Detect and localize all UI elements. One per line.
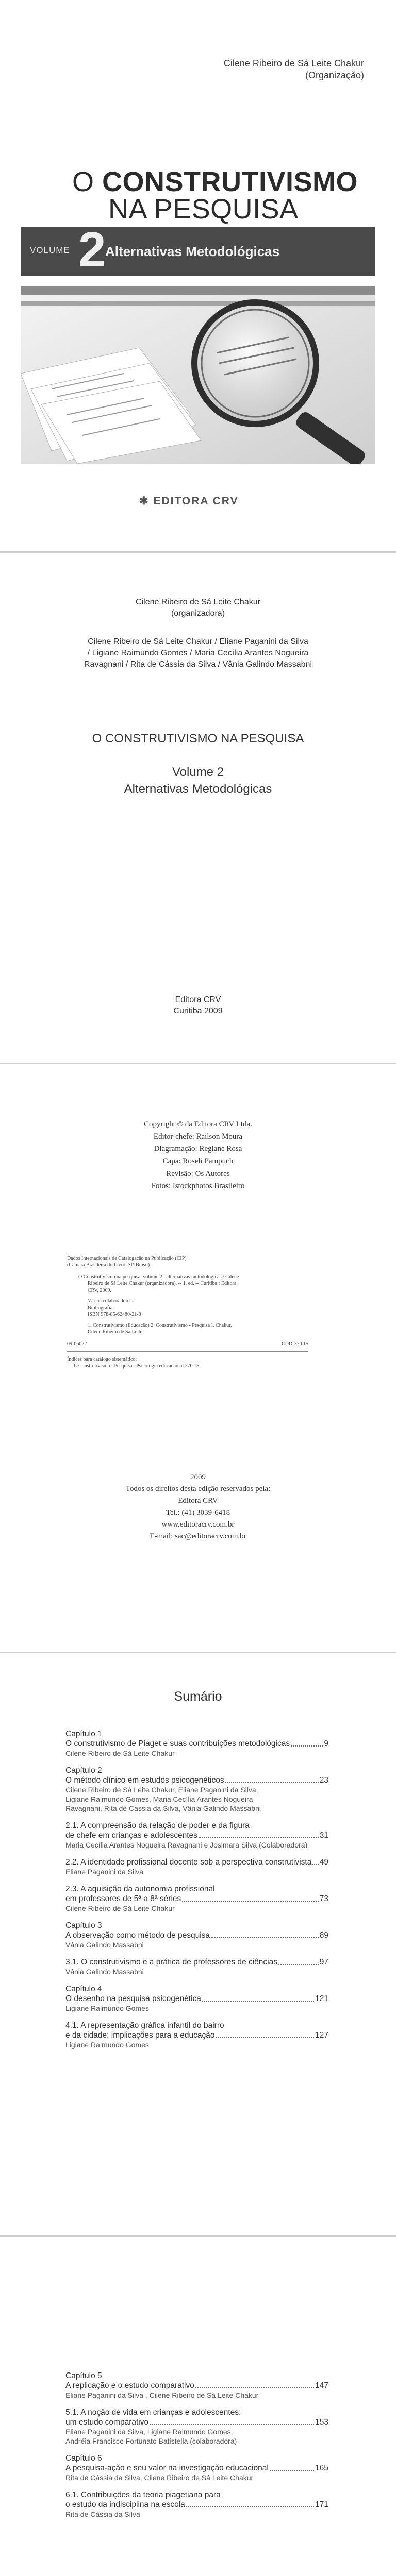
contents-list-continued xyxy=(65,2371,328,2527)
toc-page-number: 23 xyxy=(319,1776,328,1785)
cip-header-line: Dados Internacionais de Catalogação na Publicação (CIP) xyxy=(67,1256,187,1261)
publisher-phone: Tel.: (41) 3039-6418 xyxy=(166,1509,230,1517)
toc-entry-line xyxy=(65,2030,328,2040)
toc-entry-title: O método clínico em estudos psicogenéticos xyxy=(65,1776,224,1785)
tp-organizer-role: (organizadora) xyxy=(171,609,225,618)
toc-entry-title: um estudo comparativo xyxy=(65,2418,149,2427)
toc-entry-title: A pesquisa-ação e seu valor na investigação educacional xyxy=(65,2464,269,2472)
toc-page-number: 165 xyxy=(315,2464,328,2472)
tp-authors-line: Cilene Ribeiro de Sá Leite Chakur / Eliane Paganini da Silva xyxy=(88,637,308,646)
toc-entry[interactable] xyxy=(65,1884,328,1913)
copyright-year: 2009 xyxy=(190,1473,206,1481)
toc-entry[interactable] xyxy=(65,1766,328,1813)
toc-entry-line xyxy=(65,2417,328,2427)
cip-body-line: Bibliografia. xyxy=(88,1305,114,1311)
tp-publisher: Editora CRV xyxy=(175,995,221,1004)
cip-index-entry: 1. Construtivismo : Pesquisa : Psicologia educacional 370.15 xyxy=(73,1363,200,1369)
toc-entry[interactable] xyxy=(65,1857,328,1876)
toc-entry-authors: Ligiane Raimundo Gomes, Maria Cecília Arantes Nogueira xyxy=(65,1795,253,1803)
copyright-page xyxy=(0,1064,396,1652)
cip-body-line: CRV, 2009. xyxy=(88,1287,111,1293)
credits-block xyxy=(0,1118,396,1192)
toc-leader-dots xyxy=(211,1937,319,1938)
cover-title-prefix: O xyxy=(72,166,103,197)
title-page xyxy=(0,553,396,1063)
rights-publisher: Editora CRV xyxy=(178,1497,218,1505)
toc-entry[interactable] xyxy=(65,2408,328,2446)
toc-leader-dots xyxy=(202,2001,314,2002)
toc-entry-title: e da cidade: implicações para a educação xyxy=(65,2031,215,2040)
toc-entry-line xyxy=(65,1775,328,1785)
toc-entry-authors: Vânia Galindo Massabni xyxy=(65,1941,144,1949)
toc-page-number: 127 xyxy=(315,2031,328,2040)
toc-entry-title: o estudo da indisciplina na escola xyxy=(65,2500,185,2509)
credit-line: Revisão: Os Autores xyxy=(166,1170,230,1178)
toc-entry-line xyxy=(65,1739,328,1749)
toc-entry-authors: Andréia Francisco Fortunato Batistella (colaboradora) xyxy=(65,2437,237,2445)
toc-entry-authors: Ravagnani, Rita de Cássia da Silva, Vânia Galindo Massabni xyxy=(65,1804,261,1812)
toc-page-number: 153 xyxy=(315,2418,328,2427)
toc-entry-line xyxy=(65,2381,328,2391)
publisher-email[interactable]: E-mail: sac@editoracrv.com.br xyxy=(150,1532,246,1540)
toc-entry-title: 2.1. A compreensão da relação de poder e da figura xyxy=(65,1821,250,1830)
cip-index-title: Índices para catálogo sistemático: xyxy=(67,1357,137,1362)
toc-entry-line xyxy=(65,1930,328,1940)
toc-entry-title: O desenho na pesquisa psicogenética xyxy=(65,1994,201,2003)
toc-entry-authors: Rita de Cássia da Silva, Cilene Ribeiro de Sá Leite Chakur xyxy=(65,2473,254,2482)
toc-leader-dots xyxy=(186,2506,314,2507)
cip-body-line: Ribeiro de Sá Leite Chakur (organizadora). -- 1. ed. -- Curitiba : Editora xyxy=(88,1281,237,1286)
toc-entry-line xyxy=(65,1894,328,1904)
cover-organizer xyxy=(224,58,364,81)
toc-page-number: 9 xyxy=(324,1739,328,1748)
toc-entry[interactable] xyxy=(65,1984,328,2013)
publisher-logo-text: EDITORA CRV xyxy=(153,495,239,507)
toc-entry-title: 6.1. Contribuições da teoria piagetiana para xyxy=(65,2490,221,2499)
cip-body-line: Vários colaboradores. xyxy=(88,1298,133,1304)
toc-leader-dots xyxy=(182,1901,318,1902)
publisher-website[interactable]: www.editoracrv.com.br xyxy=(161,1520,235,1529)
toc-entry[interactable] xyxy=(65,2371,328,2400)
contents-list xyxy=(65,1729,328,2057)
volume-word: VOLUME xyxy=(30,245,70,255)
toc-chapter-heading: Capítulo 2 xyxy=(65,1766,102,1775)
credit-line: Fotos: Istockphotos Brasileiro xyxy=(151,1182,245,1190)
cover-title-line1 xyxy=(72,167,358,196)
toc-chapter-heading: Capítulo 4 xyxy=(65,1985,102,1993)
cip-body-line: O Construtivismo na pesquisa, volume 2 : alternativas metodológicas / Cilene xyxy=(78,1274,239,1280)
contents-page xyxy=(0,1653,396,2235)
toc-entry[interactable] xyxy=(65,1957,328,1976)
toc-page-number: 147 xyxy=(315,2381,328,2390)
cip-body-line: ISBN 978-85-62480-21-8 xyxy=(88,1312,141,1317)
toc-leader-dots xyxy=(225,1782,319,1783)
toc-page-number: 97 xyxy=(319,1958,328,1967)
cover-organizer-name: Cilene Ribeiro de Sá Leite Chakur xyxy=(223,58,364,69)
credit-line: Editor-chefe: Railson Moura xyxy=(153,1132,243,1141)
toc-entry-authors: Ligiane Raimundo Gomes xyxy=(65,2004,149,2012)
toc-chapter-heading: Capítulo 1 xyxy=(65,1730,102,1738)
toc-entry-line xyxy=(65,2500,328,2510)
toc-entry-line xyxy=(65,2463,328,2473)
toc-leader-dots xyxy=(312,1864,318,1865)
credit-line: Capa: Roseli Pampuch xyxy=(162,1157,234,1165)
toc-entry-line xyxy=(65,1857,328,1867)
cover-title-line2: NA PESQUISA xyxy=(108,194,299,225)
toc-entry-line xyxy=(65,1994,328,2004)
toc-page-number: 89 xyxy=(319,1931,328,1940)
toc-leader-dots xyxy=(270,2470,314,2471)
toc-entry-title: A observação como método de pesquisa xyxy=(65,1931,210,1940)
toc-entry[interactable] xyxy=(65,2453,328,2482)
toc-chapter-heading: Capítulo 3 xyxy=(65,1921,102,1930)
magnifier-photo-illustration xyxy=(21,286,375,464)
tp-volume-title: Alternativas Metodológicas xyxy=(124,782,272,796)
credit-line: Copyright © da Editora CRV Ltda. xyxy=(144,1120,252,1128)
cip-body-line: Cilene Ribeiro de Sá Leite. xyxy=(88,1329,144,1335)
toc-entry-authors: Eliane Paganini da Silva , Cilene Ribeiro de Sá Leite Chakur xyxy=(65,2391,259,2399)
toc-entry-title: 2.3. A aquisição da autonomia profissional xyxy=(65,1885,215,1893)
cover-title-bold: CONSTRUTIVISMO xyxy=(102,166,358,197)
cip-body-line: 1. Construtivismo (Educação) 2. Construtivismo - Pesquisa I. Chakur, xyxy=(88,1323,232,1328)
tp-volume: Volume 2 xyxy=(172,765,224,779)
tp-authors-line: / Ligiane Raimundo Gomes / Maria Cecília Arantes Nogueira xyxy=(87,649,309,657)
toc-entry-title: 2.2. A identidade profissional docente sob a perspectiva construtivista xyxy=(65,1858,312,1867)
volume-number: 2 xyxy=(78,222,106,277)
toc-entry[interactable] xyxy=(65,1821,328,1850)
toc-entry-title: 4.1. A representação gráfica infantil do bairro xyxy=(65,2021,224,2030)
tp-organizer-name: Cilene Ribeiro de Sá Leite Chakur xyxy=(136,598,260,606)
cover-page xyxy=(0,0,396,551)
toc-page-number: 121 xyxy=(315,1994,328,2003)
toc-entry[interactable] xyxy=(65,2021,328,2049)
cip-cdd: CDD-370.15 xyxy=(282,1341,308,1347)
contents-page-continued xyxy=(0,2237,396,2576)
toc-leader-dots xyxy=(199,1837,319,1838)
toc-chapter-heading: Capítulo 5 xyxy=(65,2371,102,2380)
publisher-logo-icon: ✱ xyxy=(139,495,154,507)
toc-entry-authors: Eliane Paganini da Silva xyxy=(65,1868,143,1876)
toc-entry-title: O construtivismo de Piaget e suas contribuições metodológicas xyxy=(65,1739,290,1748)
tp-authors-line: Ravagnani / Rita de Cássia da Silva / Vânia Galindo Massabni xyxy=(84,660,312,669)
publisher-logo xyxy=(139,495,239,507)
toc-entry-authors: Vânia Galindo Massabni xyxy=(65,1968,144,1976)
toc-entry[interactable] xyxy=(65,1729,328,1758)
toc-entry-authors: Cilene Ribeiro de Sá Leite Chakur, Eliane Paganini da Silva, xyxy=(65,1786,258,1794)
cover-photo-magnifier xyxy=(21,286,375,464)
toc-entry-title: 5.1. A noção de vida em crianças e adolescentes: xyxy=(65,2408,241,2417)
cover-organizer-role: (Organização) xyxy=(305,70,364,80)
contents-title: Sumário xyxy=(174,1689,222,1704)
toc-page-number: 49 xyxy=(319,1858,328,1867)
toc-leader-dots xyxy=(278,1964,319,1965)
toc-leader-dots xyxy=(195,2387,314,2388)
toc-page-number: 73 xyxy=(319,1894,328,1903)
tp-book-title: O CONSTRUTIVISMO NA PESQUISA xyxy=(92,732,304,745)
toc-page-number: 171 xyxy=(315,2500,328,2509)
volume-title: Alternativas Metodológicas xyxy=(105,244,280,259)
toc-entry-authors: Rita de Cássia da Silva xyxy=(65,2510,140,2518)
toc-chapter-heading: Capítulo 6 xyxy=(65,2454,102,2463)
toc-leader-dots xyxy=(216,2037,315,2038)
rights-statement: Todos os direitos desta edição reservados pela: xyxy=(125,1485,271,1493)
toc-entry-line xyxy=(65,1831,328,1840)
toc-entry-authors: Cilene Ribeiro de Sá Leite Chakur xyxy=(65,1749,175,1757)
toc-entry-line xyxy=(65,1957,328,1967)
cip-catalog-card xyxy=(67,1255,308,1369)
toc-entry[interactable] xyxy=(65,2490,328,2519)
rights-block xyxy=(0,1471,396,1543)
toc-page-number: 31 xyxy=(319,1831,328,1840)
tp-place-year: Curitiba 2009 xyxy=(173,1007,223,1015)
toc-leader-dots xyxy=(291,1745,323,1747)
toc-leader-dots xyxy=(150,2424,314,2425)
toc-entry-title: A replicação e o estudo comparativo xyxy=(65,2381,194,2390)
cip-header-line: (Câmara Brasileira do Livro, SP, Brasil) xyxy=(67,1262,150,1268)
toc-entry-title: em professores de 5ª a 8ª séries xyxy=(65,1894,182,1903)
toc-entry-authors: Cilene Ribeiro de Sá Leite Chakur xyxy=(65,1904,175,1912)
cip-number: 09-06022 xyxy=(67,1341,87,1347)
credit-line: Diagramação: Regiane Rosa xyxy=(154,1145,242,1153)
toc-entry-authors: Eliane Paganini da Silva, Ligiane Raimundo Gomes, xyxy=(65,2428,233,2436)
toc-entry-title: 3.1. O construtivismo e a prática de professores de ciências xyxy=(65,1958,277,1967)
toc-entry-title: de chefe em crianças e adolescentes xyxy=(65,1831,197,1840)
toc-entry-authors: Maria Cecília Arantes Nogueira Ravagnani e Josimara Silva (Colaboradora) xyxy=(65,1841,308,1849)
toc-entry[interactable] xyxy=(65,1921,328,1950)
toc-entry-authors: Ligiane Raimundo Gomes xyxy=(65,2041,149,2049)
